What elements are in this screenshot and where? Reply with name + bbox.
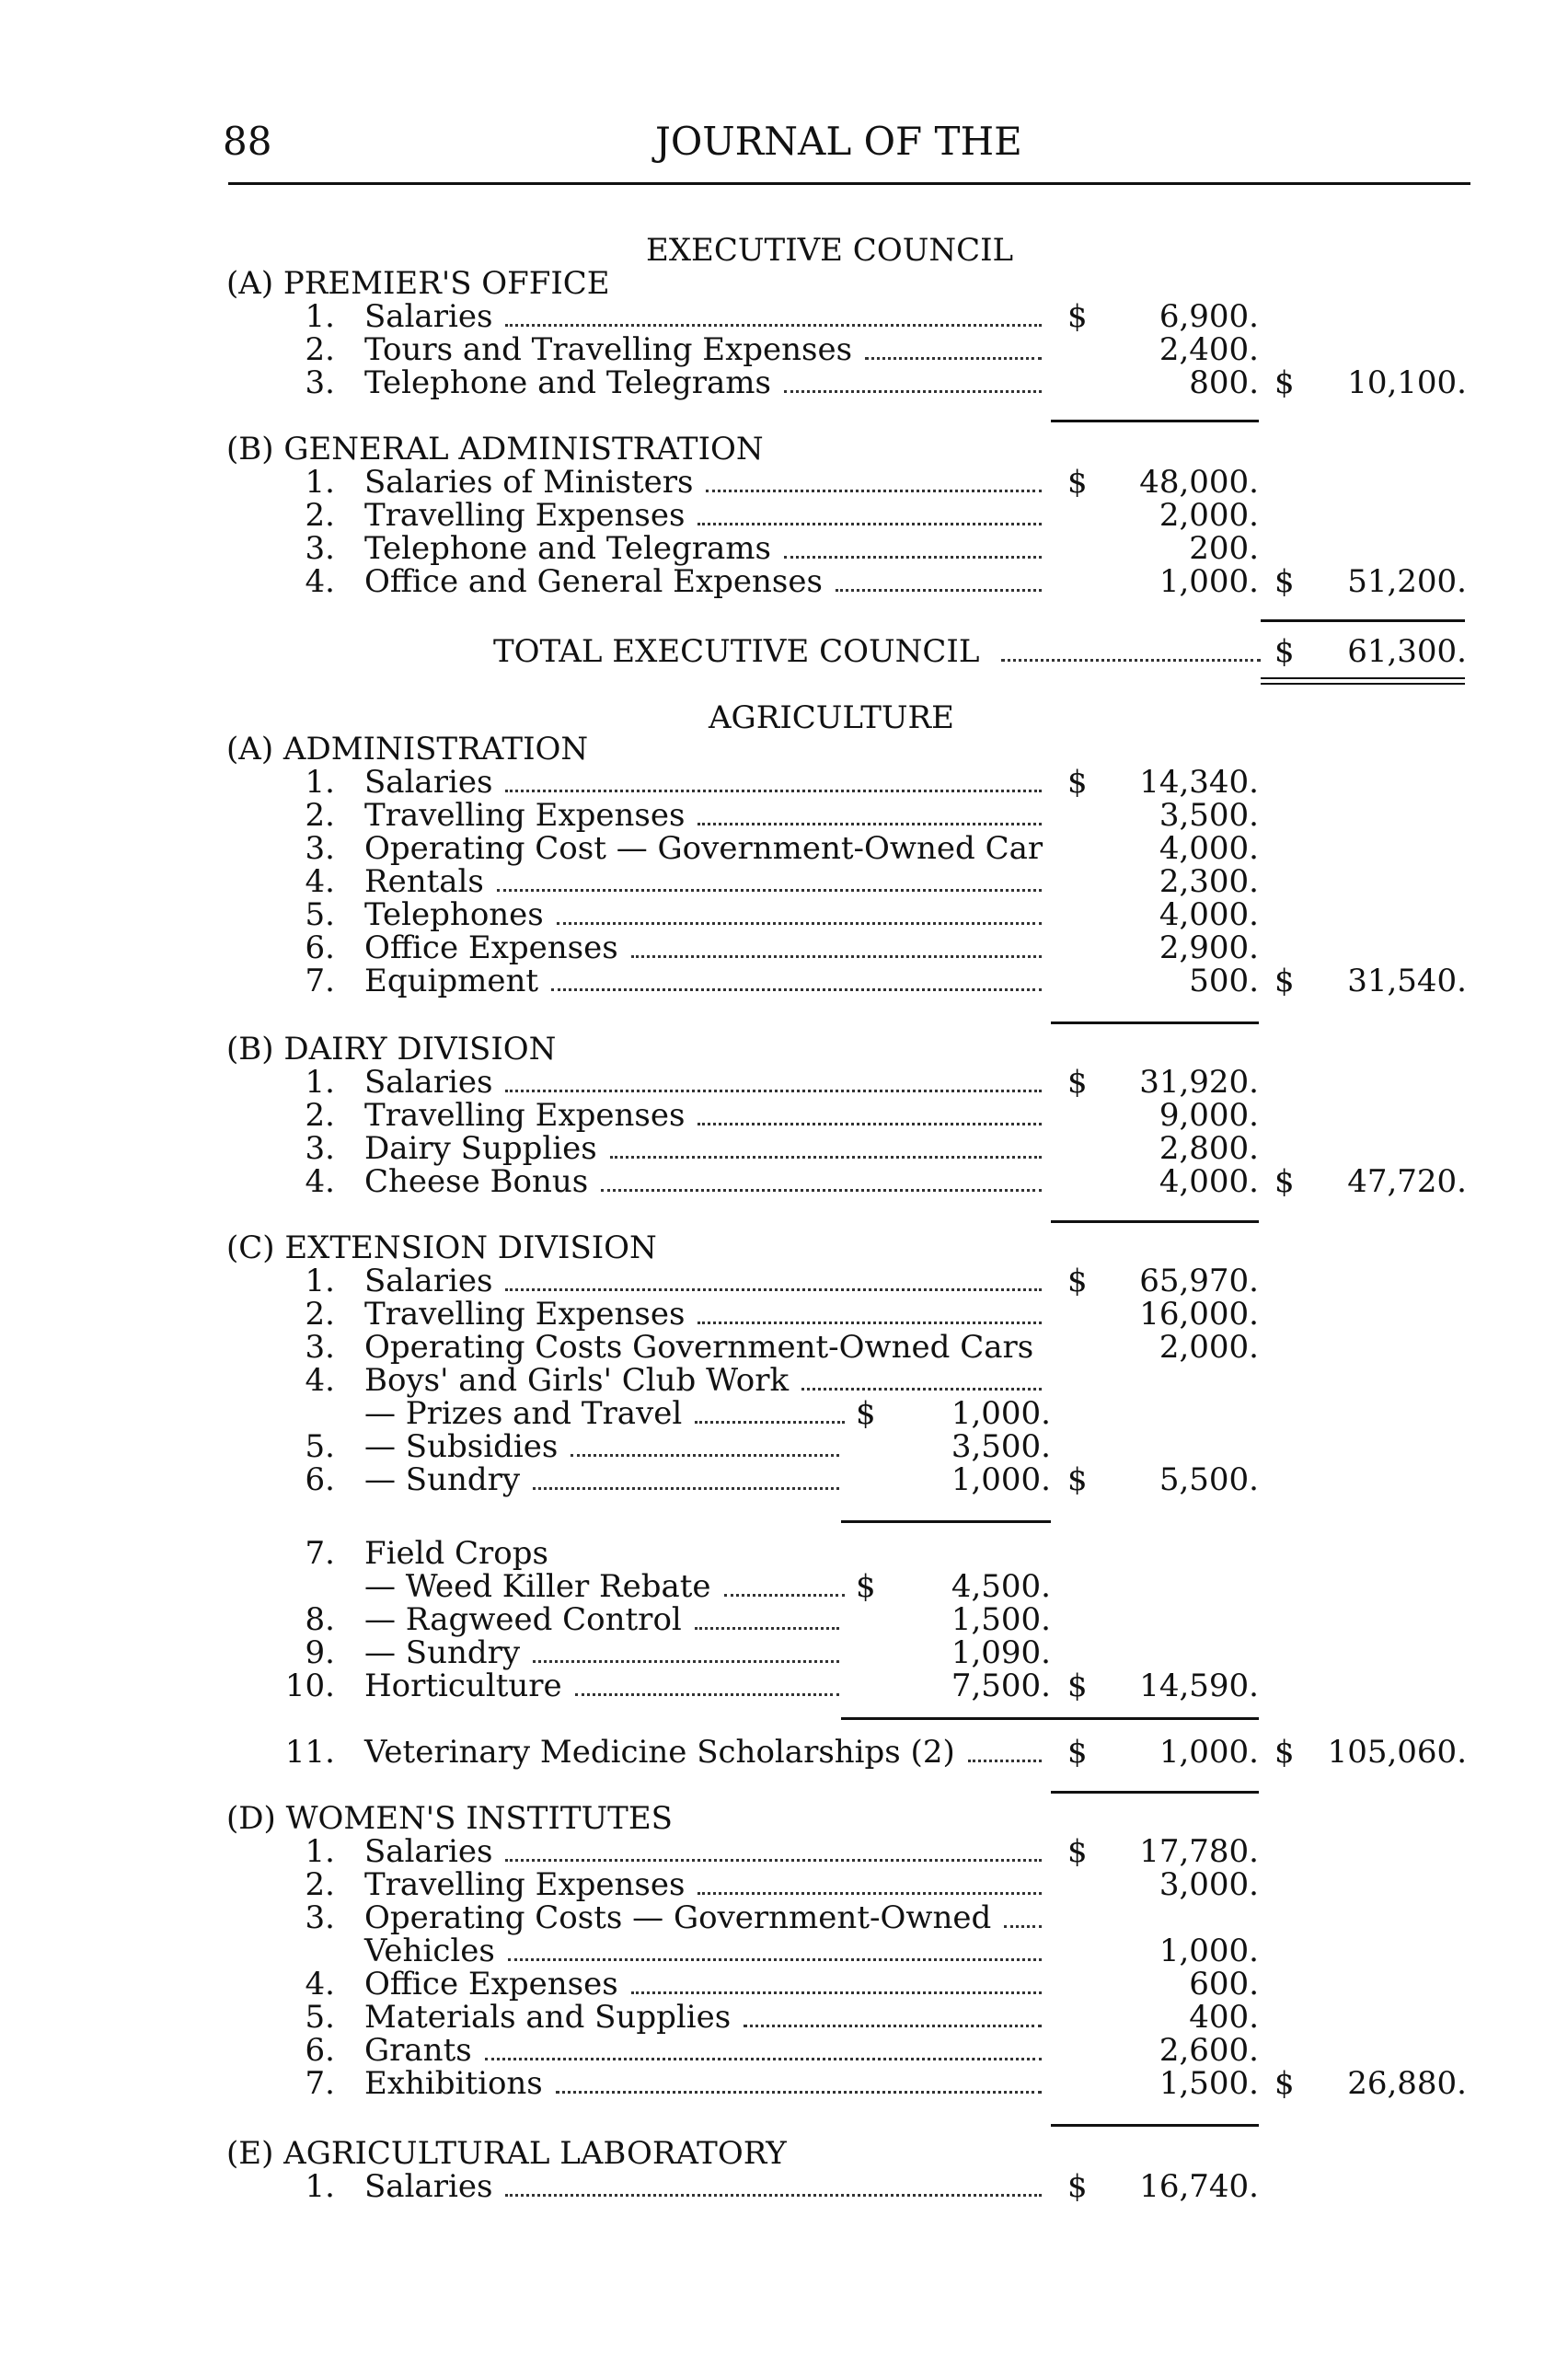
leader-dots: [505, 790, 1042, 792]
item-number: 4.: [305, 1362, 335, 1399]
item-description: Boys' and Girls' Club Work: [364, 1362, 790, 1399]
item-description: — Sundry: [364, 1461, 521, 1498]
item-description: — Subsidies: [364, 1428, 559, 1465]
item-description: Tours and Travelling Expenses: [364, 331, 853, 368]
item-description: — Weed Killer Rebate: [364, 1568, 711, 1605]
dollar-sign: $: [1274, 563, 1295, 600]
grand-total-label: TOTAL EXECUTIVE COUNCIL: [493, 633, 980, 670]
item-number: 8.: [305, 1601, 335, 1638]
item-description: Telephone and Telegrams: [364, 530, 771, 567]
leader-dots: [698, 823, 1042, 825]
item-description: Office Expenses: [364, 1966, 618, 2002]
item-number: 4.: [305, 863, 335, 900]
item-number: 1.: [305, 1064, 335, 1101]
leader-dots: [551, 988, 1042, 991]
item-description: Travelling Expenses: [364, 1296, 686, 1333]
subitem-amount: 4,500.: [951, 1568, 1051, 1605]
item-description: Office and General Expenses: [364, 563, 823, 600]
dollar-sign: $: [1067, 1734, 1088, 1771]
item-number: 5.: [305, 1428, 335, 1465]
item-description: Operating Cost — Government-Owned Car: [364, 830, 1043, 867]
section-label: (B) GENERAL ADMINISTRATION: [226, 431, 764, 467]
sum-rule: [1261, 619, 1465, 622]
leader-dots: [557, 922, 1042, 925]
item-description: Equipment: [364, 963, 539, 999]
item-number: 1.: [305, 464, 335, 501]
item-amount: 200.: [1189, 530, 1259, 567]
item-number: 3.: [305, 830, 335, 867]
leader-dots: [508, 1958, 1042, 1961]
item-amount: 1,000.: [1159, 1933, 1259, 1969]
section-label: (D) WOMEN'S INSTITUTES: [226, 1800, 673, 1837]
leader-dots: [505, 1090, 1042, 1092]
item-number: 4.: [305, 1966, 335, 2002]
dollar-sign: $: [1067, 2168, 1088, 2205]
item-number: 4.: [305, 563, 335, 600]
item-description: Operating Costs Government-Owned Cars: [364, 1329, 1034, 1366]
leader-dots: [631, 955, 1042, 958]
item-number: 3.: [305, 530, 335, 567]
section-total: 26,880.: [1347, 2065, 1467, 2102]
item-amount: 9,000.: [1159, 1097, 1259, 1134]
dollar-sign: $: [856, 1568, 876, 1605]
item-description: Salaries: [364, 1263, 493, 1299]
leader-dots: [1004, 1925, 1042, 1928]
item-amount: 3,500.: [1159, 797, 1259, 834]
item-description: Exhibitions: [364, 2065, 543, 2102]
item-amount: 2,300.: [1159, 863, 1259, 900]
item-amount: 2,000.: [1159, 1329, 1259, 1366]
item-amount: 800.: [1189, 364, 1259, 401]
item-number: 1.: [305, 2168, 335, 2205]
sum-rule: [1051, 420, 1259, 422]
item-amount: 1,000.: [1159, 563, 1259, 600]
section-label: (C) EXTENSION DIVISION: [226, 1229, 657, 1266]
item-description: Salaries: [364, 298, 493, 335]
sum-rule: [1051, 1791, 1259, 1794]
leader-dots: [744, 2025, 1042, 2027]
section-total: 47,720.: [1347, 1163, 1467, 1200]
item-amount: 48,000.: [1139, 464, 1259, 501]
item-number: 1.: [305, 298, 335, 335]
dollar-sign: $: [1067, 1263, 1088, 1299]
item-amount: 2,800.: [1159, 1130, 1259, 1167]
item-amount: 400.: [1189, 1999, 1259, 2036]
dollar-sign: $: [1067, 1461, 1088, 1498]
item-description: Salaries of Ministers: [364, 464, 694, 501]
item-number: 7.: [305, 1535, 335, 1572]
leader-dots: [706, 490, 1042, 492]
item-description: Materials and Supplies: [364, 1999, 732, 2036]
sum-rule: [841, 1717, 1051, 1720]
header-rule: [228, 182, 1470, 185]
dollar-sign: $: [1067, 298, 1088, 335]
item-amount: 17,780.: [1139, 1833, 1259, 1870]
item-description: Cheese Bonus: [364, 1163, 589, 1200]
subitem-amount: 1,500.: [951, 1601, 1051, 1638]
subitem-amount: 1,000.: [951, 1461, 1051, 1498]
item-number: 10.: [284, 1668, 335, 1704]
item-amount: 500.: [1189, 963, 1259, 999]
item-description: — Prizes and Travel: [364, 1395, 683, 1432]
page-number: 88: [223, 119, 272, 164]
item-number: 6.: [305, 2032, 335, 2069]
item-amount: 4,000.: [1159, 830, 1259, 867]
item-number: 7.: [305, 2065, 335, 2102]
item-description: Salaries: [364, 2168, 493, 2205]
item-number: 3.: [305, 1899, 335, 1936]
item-amount: 16,000.: [1139, 1296, 1259, 1333]
item-description: Salaries: [364, 1064, 493, 1101]
double-rule: [1261, 683, 1465, 685]
item-number: 6.: [305, 929, 335, 966]
leader-dots: [601, 1189, 1042, 1192]
item-amount: 2,900.: [1159, 929, 1259, 966]
item-description: Operating Costs — Government-Owned: [364, 1899, 992, 1936]
sum-rule: [1051, 2124, 1259, 2127]
item-amount: 2,400.: [1159, 331, 1259, 368]
section-title: AGRICULTURE: [709, 699, 954, 736]
item-number: 1.: [305, 1263, 335, 1299]
subitem-amount: 7,500.: [951, 1668, 1051, 1704]
item-amount: 65,970.: [1139, 1263, 1259, 1299]
item-description: Salaries: [364, 1833, 493, 1870]
item-description: Vehicles: [364, 1933, 495, 1969]
dollar-sign: $: [1274, 364, 1295, 401]
leader-dots: [610, 1156, 1042, 1159]
item-amount: 1,500.: [1159, 2065, 1259, 2102]
section-label: (A) ADMINISTRATION: [226, 731, 589, 768]
item-number: 2.: [305, 331, 335, 368]
section-total: 10,100.: [1347, 364, 1467, 401]
item-amount: 4,000.: [1159, 896, 1259, 933]
section-label: (A) PREMIER'S OFFICE: [226, 265, 610, 302]
subitem-amount: 3,500.: [951, 1428, 1051, 1465]
dollar-sign: $: [1067, 764, 1088, 801]
item-amount: 31,920.: [1139, 1064, 1259, 1101]
section-total: 31,540.: [1347, 963, 1467, 999]
leader-dots: [784, 390, 1042, 393]
dollar-sign: $: [1274, 2065, 1295, 2102]
leader-dots: [698, 1321, 1042, 1324]
dollar-sign: $: [1274, 1163, 1295, 1200]
item-number: 2.: [305, 1097, 335, 1134]
item-description: Travelling Expenses: [364, 497, 686, 534]
subitem-amount: 1,090.: [951, 1634, 1051, 1671]
item-number: 4.: [305, 1163, 335, 1200]
item-description: Travelling Expenses: [364, 1866, 686, 1903]
item-number: 2.: [305, 1866, 335, 1903]
item-description: Field Crops: [364, 1535, 548, 1572]
item-number: 3.: [305, 1130, 335, 1167]
item-amount: 3,000.: [1159, 1866, 1259, 1903]
leader-dots: [485, 2058, 1042, 2060]
item-description: Horticulture: [364, 1668, 562, 1704]
leader-dots: [631, 1991, 1042, 1994]
item-amount: 2,000.: [1159, 497, 1259, 534]
section-label: (E) AGRICULTURAL LABORATORY: [226, 2135, 787, 2172]
leader-dots: [575, 1693, 839, 1696]
item-number: 9.: [305, 1634, 335, 1671]
item-description: Grants: [364, 2032, 472, 2069]
leader-dots: [505, 1288, 1042, 1291]
item-amount: 1,000.: [1159, 1734, 1259, 1771]
leader-dots: [505, 324, 1042, 327]
sum-rule: [1051, 1021, 1259, 1024]
dollar-sign: $: [1274, 633, 1295, 670]
leader-dots: [1001, 659, 1261, 662]
item-number: 3.: [305, 1329, 335, 1366]
item-number: 3.: [305, 364, 335, 401]
item-description: Rentals: [364, 863, 484, 900]
item-amount: 6,900.: [1159, 298, 1259, 335]
item-number: 11.: [284, 1734, 335, 1771]
dollar-sign: $: [1067, 464, 1088, 501]
sum-rule: [1051, 1717, 1259, 1720]
item-number: 2.: [305, 797, 335, 834]
dollar-sign: $: [1274, 1734, 1295, 1771]
dollar-sign: $: [1274, 963, 1295, 999]
item-number: 1.: [305, 764, 335, 801]
dollar-sign: $: [1067, 1833, 1088, 1870]
item-description: Office Expenses: [364, 929, 618, 966]
leader-dots: [556, 2091, 1042, 2094]
subitem-amount: 1,000.: [951, 1395, 1051, 1432]
leader-dots: [698, 523, 1042, 525]
item-amount: 4,000.: [1159, 1163, 1259, 1200]
section-title: EXECUTIVE COUNCIL: [646, 232, 1014, 269]
leader-dots: [698, 1892, 1042, 1895]
section-total: 105,060.: [1327, 1734, 1467, 1771]
item-amount: 600.: [1189, 1966, 1259, 2002]
leader-dots: [784, 556, 1042, 559]
item-number: 2.: [305, 1296, 335, 1333]
item-amount: 14,590.: [1139, 1668, 1259, 1704]
item-amount: 16,740.: [1139, 2168, 1259, 2205]
item-description: Dairy Supplies: [364, 1130, 597, 1167]
dollar-sign: $: [856, 1395, 876, 1432]
item-description: — Sundry: [364, 1634, 521, 1671]
leader-dots: [698, 1123, 1042, 1125]
running-title: JOURNAL OF THE: [655, 119, 1022, 164]
leader-dots: [533, 1660, 839, 1663]
sum-rule: [1051, 1220, 1259, 1223]
item-number: 5.: [305, 1999, 335, 2036]
item-number: 2.: [305, 497, 335, 534]
leader-dots: [497, 889, 1042, 892]
item-number: 7.: [305, 963, 335, 999]
item-description: Telephones: [364, 896, 544, 933]
item-description: Travelling Expenses: [364, 797, 686, 834]
leader-dots: [865, 357, 1042, 360]
item-number: 1.: [305, 1833, 335, 1870]
item-description: Travelling Expenses: [364, 1097, 686, 1134]
item-description: Veterinary Medicine Scholarships (2): [364, 1734, 955, 1771]
item-amount: 5,500.: [1159, 1461, 1259, 1498]
leader-dots: [505, 1859, 1042, 1862]
sum-rule: [841, 1520, 1051, 1523]
item-number: 5.: [305, 896, 335, 933]
item-amount: 2,600.: [1159, 2032, 1259, 2069]
section-total: 51,200.: [1347, 563, 1467, 600]
leader-dots: [801, 1388, 1042, 1391]
dollar-sign: $: [1067, 1064, 1088, 1101]
item-description: — Ragweed Control: [364, 1601, 682, 1638]
item-number: 6.: [305, 1461, 335, 1498]
leader-dots: [571, 1454, 839, 1457]
grand-total-amount: 61,300.: [1347, 633, 1467, 670]
leader-dots: [533, 1487, 839, 1490]
leader-dots: [836, 589, 1042, 592]
section-label: (B) DAIRY DIVISION: [226, 1031, 557, 1068]
leader-dots: [505, 2194, 1042, 2197]
item-amount: 14,340.: [1139, 764, 1259, 801]
item-description: Salaries: [364, 764, 493, 801]
double-rule: [1261, 677, 1465, 679]
dollar-sign: $: [1067, 1668, 1088, 1704]
item-description: Telephone and Telegrams: [364, 364, 771, 401]
